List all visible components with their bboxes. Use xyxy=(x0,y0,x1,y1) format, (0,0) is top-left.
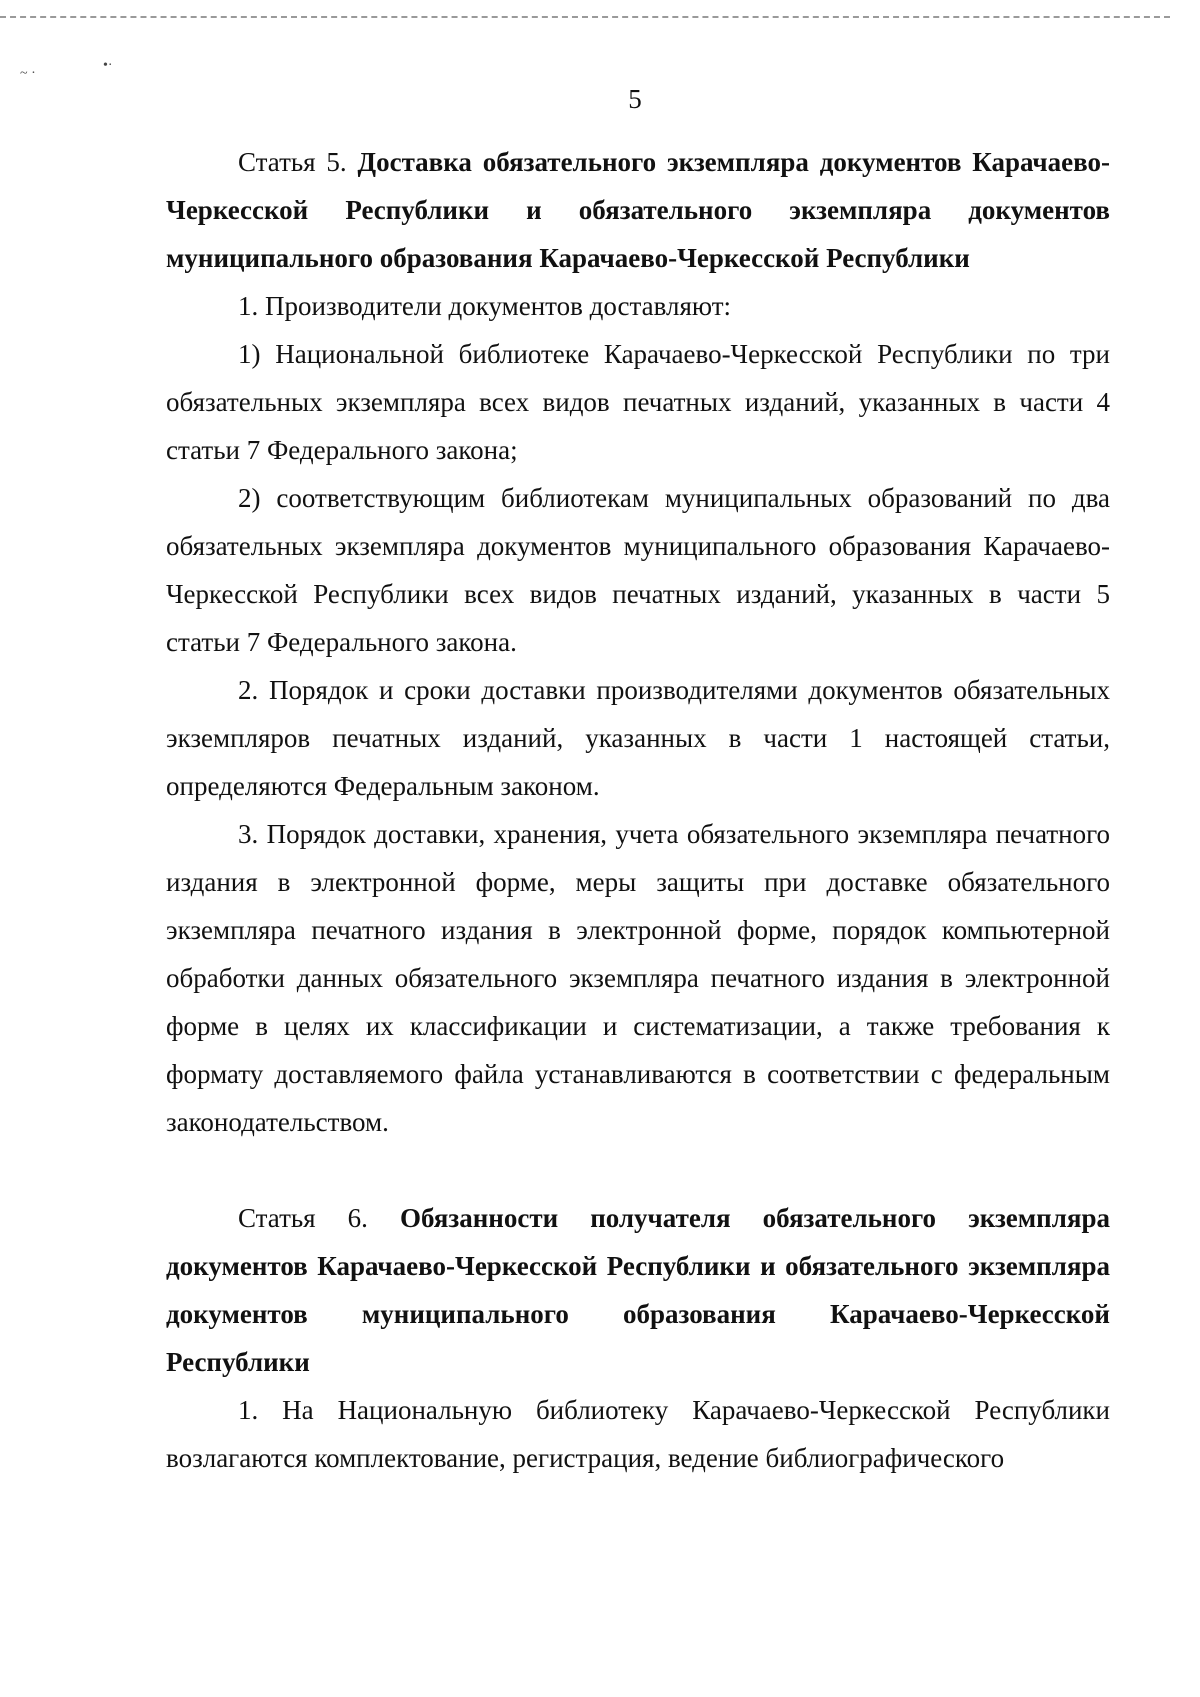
article-5-heading xyxy=(166,138,1110,282)
scan-mark-right: •· xyxy=(103,58,113,73)
scan-mark-left: ~ · xyxy=(20,66,36,81)
article-6-heading xyxy=(166,1194,1110,1386)
section-spacer xyxy=(166,1146,1110,1194)
article-6-label: Статья 6. xyxy=(238,1203,368,1233)
article-6-title: Обязанности получателя обязательного экземпляра документов Карачаево-Черкесской Республики и обязательного экземпляра документов муниципального образования Карачаево-Черкесской Республики xyxy=(166,1203,1110,1377)
scan-top-edge xyxy=(0,16,1170,18)
page-number: 5 xyxy=(628,84,642,114)
article-5-paragraph-1: 1. Производители документов доставляют: xyxy=(238,291,732,321)
article-5-title: Доставка обязательного экземпляра документов Карачаево-Черкесской Республики и обязательного экземпляра документов муниципального образования Карачаево-Черкесской Республики xyxy=(166,147,1111,273)
article-5-paragraph-2: 1) Национальной библиотеке Карачаево-Черкесской Республики по три обязательных экземпляра всех видов печатных изданий, указанных в части 4 статьи 7 Федерального закона; xyxy=(166,339,1110,465)
article-5-paragraph-5: 3. Порядок доставки, хранения, учета обязательного экземпляра печатного издания в электронной форме, меры защиты при доставке обязательного экземпляра печатного издания в электронной форме, порядок компьютерной обработки данных обязательного экземпляра печатного издания в электронной форме в целях их классификации и систематизации, а также требования к формату доставляемого файла устанавливаются в соответствии с федеральным законодательством. xyxy=(166,819,1110,1137)
document-body xyxy=(166,138,1110,1482)
article-5-label: Статья 5. xyxy=(238,147,347,177)
article-5-paragraph-4: 2. Порядок и сроки доставки производителями документов обязательных экземпляров печатных изданий, указанных в части 1 настоящей статьи, определяются Федеральным законом. xyxy=(166,675,1110,801)
article-5-paragraph-3: 2) соответствующим библиотекам муниципальных образований по два обязательных экземпляра документов муниципального образования Карачаево-Черкесской Республики всех видов печатных изданий, указанных в части 5 статьи 7 Федерального закона. xyxy=(166,483,1110,657)
article-6-paragraph-1: 1. На Национальную библиотеку Карачаево-Черкесской Республики возлагаются комплектование, регистрация, ведение библиографического xyxy=(166,1395,1110,1473)
